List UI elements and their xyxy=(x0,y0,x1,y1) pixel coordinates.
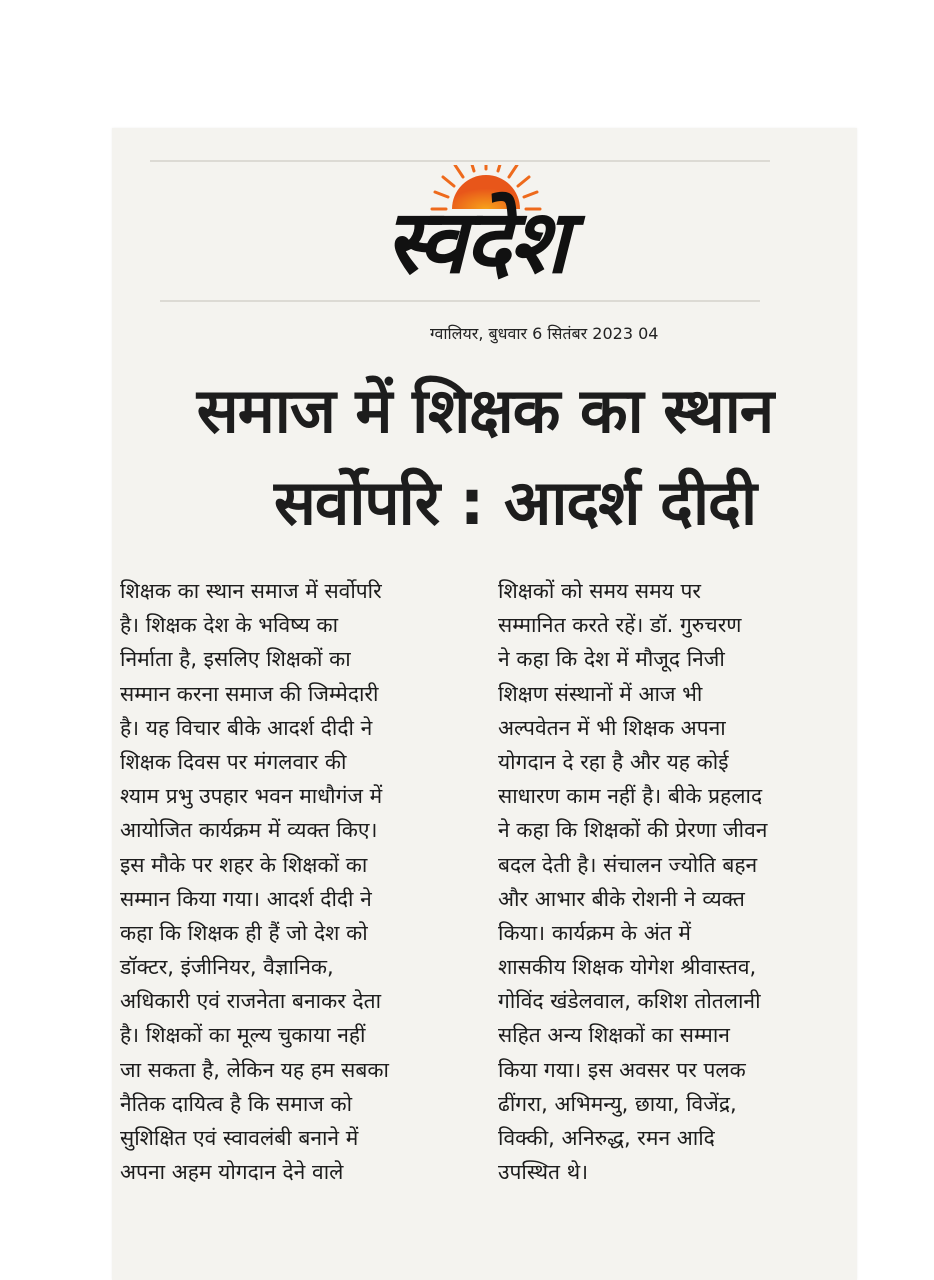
text-line: सम्मानित करते रहें। डॉ. गुरुचरण xyxy=(498,613,742,638)
text-line: अधिकारी एवं राजनेता बनाकर देता xyxy=(120,989,382,1014)
text-line: शिक्षण संस्थानों में आज भी xyxy=(498,681,703,706)
text-line: शासकीय शिक्षक योगेश श्रीवास्तव, xyxy=(498,955,757,980)
text-line: विक्की, अनिरुद्ध, रमन आदि xyxy=(498,1126,715,1150)
text-line: शिक्षक का स्थान समाज में सर्वोपरि xyxy=(120,579,382,603)
text-line: शिक्षक दिवस पर मंगलवार की xyxy=(120,749,347,774)
text-line: शिक्षकों को समय समय पर xyxy=(498,579,701,603)
text-line: है। यह विचार बीके आदर्श दीदी ने xyxy=(120,715,373,740)
text-line: ने कहा कि देश में मौजूद निजी xyxy=(498,647,725,672)
text-line: नैतिक दायित्व है कि समाज को xyxy=(120,1091,353,1116)
text-line: अल्पवेतन में भी शिक्षक अपना xyxy=(498,715,726,740)
text-line: बदल देती है। संचालन ज्योति बहन xyxy=(498,852,758,877)
text-line: निर्माता है, इसलिए शिक्षकों का xyxy=(120,647,351,672)
text-line: आयोजित कार्यक्रम में व्यक्त किए। xyxy=(120,818,378,843)
text-line: है। शिक्षकों का मूल्य चुकाया नहीं xyxy=(120,1023,366,1048)
text-line: साधारण काम नहीं है। बीके प्रहलाद xyxy=(498,784,763,809)
headline-line-2: सर्वोपरि : आदर्श दीदी xyxy=(273,466,757,539)
text-line: और आभार बीके रोशनी ने व्यक्त xyxy=(498,886,745,911)
faded-rule-top xyxy=(150,160,770,162)
text-line: योगदान दे रहा है और यह कोई xyxy=(498,749,729,774)
text-line: कहा कि शिक्षक ही हैं जो देश को xyxy=(120,920,368,945)
text-line: किया गया। इस अवसर पर पलक xyxy=(498,1057,746,1082)
text-line: किया। कार्यक्रम के अंत में xyxy=(498,920,691,945)
article-column-left xyxy=(120,574,465,1189)
text-line: ने कहा कि शिक्षकों की प्रेरणा जीवन xyxy=(498,818,768,843)
text-line: उपस्थित थे। xyxy=(498,1160,589,1185)
text-line: इस मौके पर शहर के शिक्षकों का xyxy=(120,852,368,877)
text-line: है। शिक्षक देश के भविष्य का xyxy=(120,613,339,638)
text-line: गोविंद खंडेलवाल, कशिश तोतलानी xyxy=(498,989,761,1014)
dateline: ग्वालियर, बुधवार 6 सितंबर 2023 04 xyxy=(430,324,659,343)
text-line: जा सकता है, लेकिन यह हम सबका xyxy=(120,1057,389,1082)
article-headline xyxy=(120,365,850,549)
text-line: डॉक्टर, इंजीनियर, वैज्ञानिक, xyxy=(120,955,334,980)
text-line: सहित अन्य शिक्षकों का सम्मान xyxy=(498,1023,730,1048)
headline-line-1: समाज में शिक्षक का स्थान xyxy=(196,374,774,447)
article-column-right xyxy=(498,574,843,1189)
newspaper-name: स्वदेश xyxy=(385,190,567,293)
text-line: ढींगरा, अभिमन्यु, छाया, विजेंद्र, xyxy=(498,1091,737,1116)
text-line: श्याम प्रभु उपहार भवन माधौगंज में xyxy=(120,784,383,809)
text-line: अपना अहम योगदान देने वाले xyxy=(120,1160,344,1185)
text-line: सुशिक्षित एवं स्वावलंबी बनाने में xyxy=(120,1126,359,1150)
text-line: सम्मान करना समाज की जिम्मेदारी xyxy=(120,681,379,706)
text-line: सम्मान किया गया। आदर्श दीदी ने xyxy=(120,886,372,911)
masthead xyxy=(276,165,676,305)
